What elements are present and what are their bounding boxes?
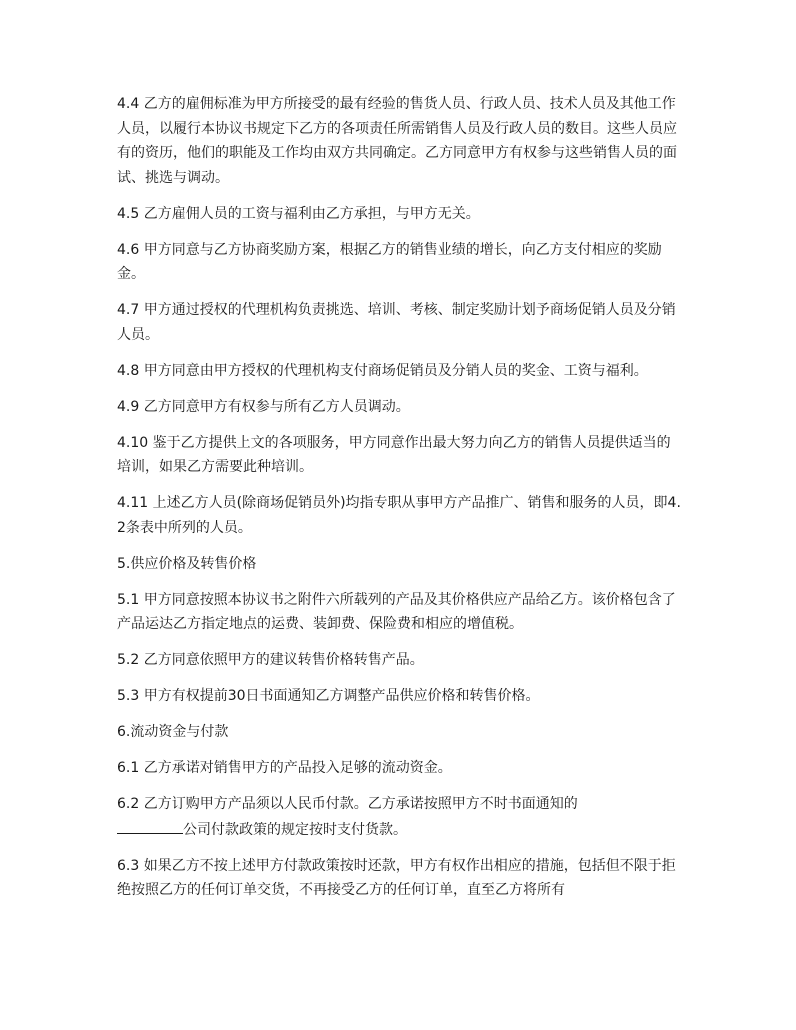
clause-4-9: 4.9 乙方同意甲方有权参与所有乙方人员调动。 xyxy=(117,398,410,415)
section-5-heading: 5.供应价格及转售价格 xyxy=(117,555,257,572)
clause-6-2 xyxy=(117,792,683,842)
clause-4-10: 4.10 鉴于乙方提供上文的各项服务，甲方同意作出最大努力向乙方的销售人员提供适当的培训，如果乙方需要此种培训。 xyxy=(117,434,671,475)
fill-in-blank xyxy=(117,817,183,834)
clause-6-1: 6.1 乙方承诺对销售甲方的产品投入足够的流动资金。 xyxy=(117,760,452,776)
clause-4-11: 4.11 上述乙方人员(除商场促销员外)均指专职从事甲方产品推广、销售和服务的人员，即4.2条表中所列的人员。 xyxy=(117,495,681,536)
clause-4-8: 4.8 甲方同意由甲方授权的代理机构支付商场促销员及分销人员的奖金、工资与福利。 xyxy=(117,362,648,379)
clause-4-7: 4.7 甲方通过授权的代理机构负责挑选、培训、考核、制定奖励计划予商场促销人员及分销人员。 xyxy=(117,302,676,343)
clause-6-3: 6.3 如果乙方不按上述甲方付款政策按时还款，甲方有权作出相应的措施，包括但不限于拒绝按照乙方的任何订单交货，不再接受乙方的任何订单，直至乙方将所有 xyxy=(117,857,676,898)
document-body xyxy=(117,92,683,914)
clause-5-1: 5.1 甲方同意按照本协议书之附件六所载列的产品及其价格供应产品给乙方。该价格包含了产品运达乙方指定地点的运费、装卸费、保险费和相应的增值税。 xyxy=(117,591,676,632)
section-6-heading: 6.流动资金与付款 xyxy=(117,724,229,740)
clause-4-5: 4.5 乙方雇佣人员的工资与福利由乙方承担，与甲方无关。 xyxy=(117,205,480,222)
clause-5-2: 5.2 乙方同意依照甲方的建议转售价格转售产品。 xyxy=(117,652,424,668)
clause-5-3: 5.3 甲方有权提前30日书面通知乙方调整产品供应价格和转售价格。 xyxy=(117,688,540,704)
clause-6-2-lead: 6.2 乙方订购甲方产品须以人民币付款。乙方承诺按照甲方不时书面通知的 xyxy=(117,796,578,812)
clause-4-4: 4.4 乙方的雇佣标准为甲方所接受的最有经验的售货人员、行政人员、技术人员及其他工作人员，以履行本协议书规定下乙方的各项责任所需销售人员及行政人员的数目。这些人员应有的资历，他们的职能及工作均由双方共同确定。乙方同意甲方有权参与这些销售人员的面试、挑选与调动。 xyxy=(117,96,677,186)
clause-4-6: 4.6 甲方同意与乙方协商奖励方案，根据乙方的销售业绩的增长，向乙方支付相应的奖励金。 xyxy=(117,241,662,282)
clause-6-2-tail: 公司付款政策的规定按时支付货款。 xyxy=(183,821,407,838)
